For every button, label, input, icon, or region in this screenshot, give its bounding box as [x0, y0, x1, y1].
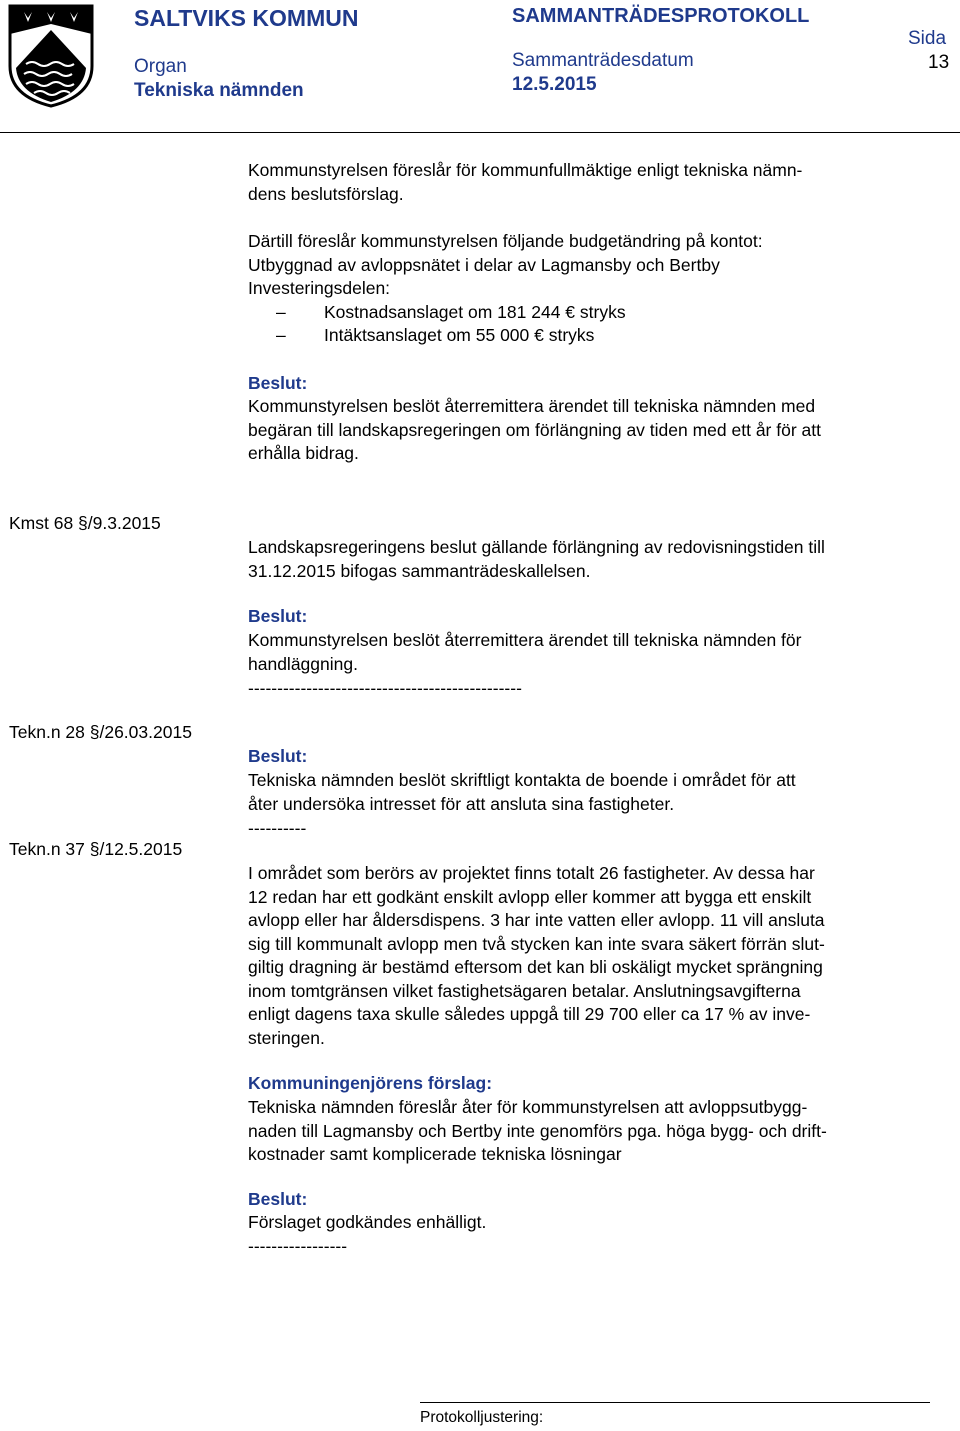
separator-line: ----------------------------------------------- — [248, 678, 522, 698]
kmst-text: Landskapsregeringens beslut gällande förlängning av redovisningstiden till 31.12.2015 bifogas sammanträdeskallelsen. — [248, 537, 825, 581]
protocol-verification-label: Protokolljustering: — [420, 1409, 544, 1426]
decision-label: Beslut: — [248, 606, 308, 626]
decision-text: Kommunstyrelsen beslöt återremittera ärendet till tekniska nämnden med begäran till landskapsregeringen om förlängning av tiden med ett år för att erhålla bidrag. — [248, 396, 821, 463]
decision-label: Beslut: — [248, 1189, 308, 1209]
paragraph-properties: I området som berörs av projektet finns totalt 26 fastigheter. Av dessa har 12 redan har ett godkänt enskilt avlopp eller kommer att bygga ett enskilt avlopp eller har åldersdispens. 3 har inte vatten eller avlopp. 11 vill ansluta sig till kommunalt avlopp men två stycken kan inte svara säkert förrän slut- giltig dragning är bestämd eftersom det kan bli oskäligt mycket sprängning inom tomtgränsen vilket fastighetsägaren betalar. Anslutningsavgifterna enligt dagens taxa skulle således uppgå till 29 700 eller ca 17 % av inve- steringen. — [248, 863, 825, 1048]
separator-line: ----------------- — [248, 1236, 348, 1256]
reference-tekn-37: Tekn.n 37 §/12.5.2015 — [9, 839, 183, 859]
footer-divider — [420, 1402, 930, 1403]
header-divider — [0, 132, 960, 133]
document-title: SAMMANTRÄDESPROTOKOLL — [512, 5, 810, 27]
reference-tekn-28: Tekn.n 28 §/26.03.2015 — [9, 722, 192, 742]
decision-label: Beslut: — [248, 373, 308, 393]
dash-bullet-icon: – — [276, 325, 286, 345]
dash-item-text: Kostnadsanslaget om 181 244 € stryks — [324, 301, 626, 322]
municipality-name: SALTVIKS KOMMUN — [134, 5, 359, 31]
logo — [8, 4, 94, 108]
meeting-date-label: Sammanträdesdatum — [512, 50, 694, 71]
organ-value: Tekniska nämnden — [134, 80, 304, 101]
dash-bullet-icon: – — [276, 301, 286, 322]
budget-line: Utbyggnad av avloppsnätet i delar av Lagmansby och Bertby — [248, 254, 720, 275]
saltvik-coat-of-arms-icon — [8, 4, 94, 108]
meeting-date-value: 12.5.2015 — [512, 74, 597, 95]
dash-item-text: Intäktsanslaget om 55 000 € stryks — [324, 325, 595, 345]
budget-dash-item — [248, 301, 928, 325]
organ-label: Organ — [134, 56, 187, 77]
decision-text: Kommunstyrelsen beslöt återremittera ärendet till tekniska nämnden för handläggning. — [248, 630, 802, 674]
separator-line: ---------- — [248, 818, 307, 838]
budget-dash-item — [248, 324, 928, 348]
decision-text: Förslaget godkändes enhälligt. — [248, 1212, 487, 1232]
engineer-proposal-text: Tekniska nämnden föreslår åter för kommunstyrelsen att avloppsutbygg- naden till Lagmansby och Bertby inte genomförs pga. höga bygg- och drift- kostnader samt komplicerade tekniska lösningar — [248, 1097, 827, 1164]
paragraph-proposal: Kommunstyrelsen föreslår för kommunfullmäktige enligt tekniska nämn- dens beslutsförslag. — [248, 160, 803, 204]
budget-line: Investeringsdelen: — [248, 278, 391, 298]
decision-text: Tekniska nämnden beslöt skriftligt kontakta de boende i området för att åter undersöka intresset för att ansluta sina fastigheter. — [248, 770, 796, 814]
page-number: 13 — [928, 52, 950, 73]
budget-line: Därtill föreslår kommunstyrelsen följande budgetändring på kontot: — [248, 231, 763, 251]
reference-kmst: Kmst 68 §/9.3.2015 — [9, 513, 161, 533]
page-label: Sida — [908, 28, 947, 49]
budget-change-block — [248, 230, 928, 348]
engineer-proposal-label: Kommuningenjörens förslag: — [248, 1073, 493, 1093]
decision-label: Beslut: — [248, 746, 308, 766]
